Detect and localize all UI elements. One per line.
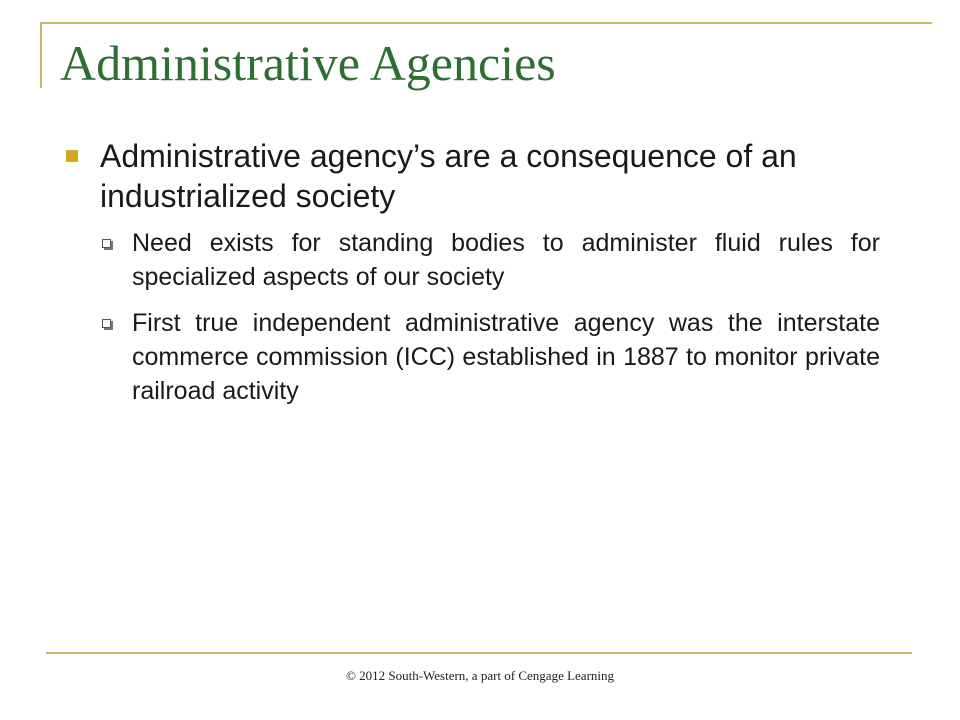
bullet-item xyxy=(60,136,880,216)
hollow-square-bullet-icon xyxy=(102,319,111,328)
square-bullet-icon xyxy=(66,150,78,162)
frame-bottom-line xyxy=(46,652,912,654)
frame-left-line xyxy=(40,22,42,88)
copyright-footer: © 2012 South-Western, a part of Cengage Learning xyxy=(345,668,615,683)
frame-top-line xyxy=(40,22,932,24)
slide-title: Administrative Agencies xyxy=(60,35,556,91)
slide-content xyxy=(60,136,880,420)
sub-bullet-item xyxy=(60,226,880,294)
hollow-square-bullet-icon xyxy=(102,239,111,248)
sub-bullet-text: First true independent administrative agency was the interstate commerce commission (ICC) established in 1887 to monitor private railroad activity xyxy=(132,309,880,405)
bullet-text: Administrative agency’s are a consequence of an industrialized society xyxy=(100,138,797,214)
sub-bullet-item xyxy=(60,306,880,408)
sub-bullet-text: Need exists for standing bodies to administer fluid rules for specialized aspects of our society xyxy=(132,229,880,291)
